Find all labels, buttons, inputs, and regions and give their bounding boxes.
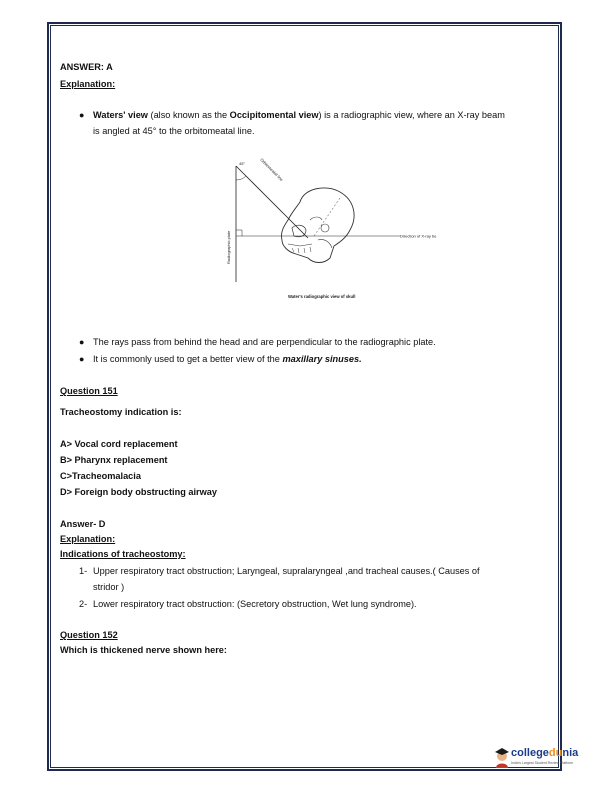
option-b: B> Pharynx replacement — [60, 455, 168, 465]
label-radiographic-plate: Radiographic plate — [226, 230, 231, 264]
logo-name-accent: du — [548, 747, 563, 759]
logo-name-part: college — [511, 747, 549, 759]
logo-wordmark — [511, 747, 578, 759]
waters-term: Waters' view — [93, 110, 148, 120]
logo-name-part: nia — [562, 747, 579, 759]
explanation-151-heading: Explanation: — [60, 534, 116, 544]
waters-text-1: (also known as the — [147, 110, 230, 120]
indication-1-line-2: stridor ) — [93, 582, 125, 592]
option-c: C>Tracheomalacia — [60, 471, 141, 481]
maxillary-sinuses-term: maxillary sinuses. — [282, 354, 362, 364]
answer-151: Answer- D — [60, 519, 106, 529]
orbitomeatal-line — [236, 166, 308, 238]
occipitomental-term: Occipitomental view — [229, 110, 319, 120]
bullet-icon: ● — [79, 337, 85, 347]
option-d: D> Foreign body obstructing airway — [60, 487, 217, 497]
label-orbitomeatal: Orbitomeatal line — [259, 157, 285, 183]
waters-view-diagram — [222, 154, 482, 304]
bullet-icon: ● — [79, 110, 85, 120]
logo-tagline: India's Largest Student Review Platform — [511, 761, 574, 765]
angle-arc — [236, 176, 246, 180]
sinus-line — [93, 353, 362, 365]
question-152-heading: Question 152 — [60, 630, 118, 640]
waters-text-2: ) is a radiographic view, where an X-ray beam — [318, 110, 505, 120]
sinus-text: It is commonly used to get a better view of the — [93, 354, 283, 364]
option-a: A> Vocal cord replacement — [60, 439, 178, 449]
list-number-2: 2- — [79, 599, 88, 609]
explanation-heading: Explanation: — [60, 79, 116, 89]
question-151-heading: Question 151 — [60, 386, 118, 396]
collegedunia-logo — [493, 746, 579, 774]
indications-heading: Indications of tracheostomy: — [60, 549, 186, 559]
rays-text: The rays pass from behind the head and are perpendicular to the radiographic plate. — [93, 337, 436, 347]
list-number-1: 1- — [79, 566, 88, 576]
right-angle-marker — [236, 230, 242, 236]
bullet-icon: ● — [79, 354, 85, 364]
previous-answer: ANSWER: A — [60, 62, 113, 72]
question-152-stem: Which is thickened nerve shown here: — [60, 645, 227, 655]
waters-line-1 — [93, 109, 505, 121]
waters-line-2: is angled at 45° to the orbitomeatal line. — [93, 126, 255, 136]
question-151-stem: Tracheostomy indication is: — [60, 407, 182, 417]
graduate-icon — [493, 746, 511, 770]
indication-2: Lower respiratory tract obstruction: (Secretory obstruction, Wet lung syndrome). — [93, 599, 417, 609]
skull-drawing — [281, 188, 354, 263]
label-angle: 45° — [239, 161, 246, 166]
label-direction: Direction of X-ray be — [400, 233, 437, 239]
diagram-caption: Water's radiographic view of skull — [288, 294, 356, 299]
indication-1-line-1: Upper respiratory tract obstruction; Laryngeal, supralaryngeal ,and tracheal causes.( Causes of — [93, 566, 480, 576]
